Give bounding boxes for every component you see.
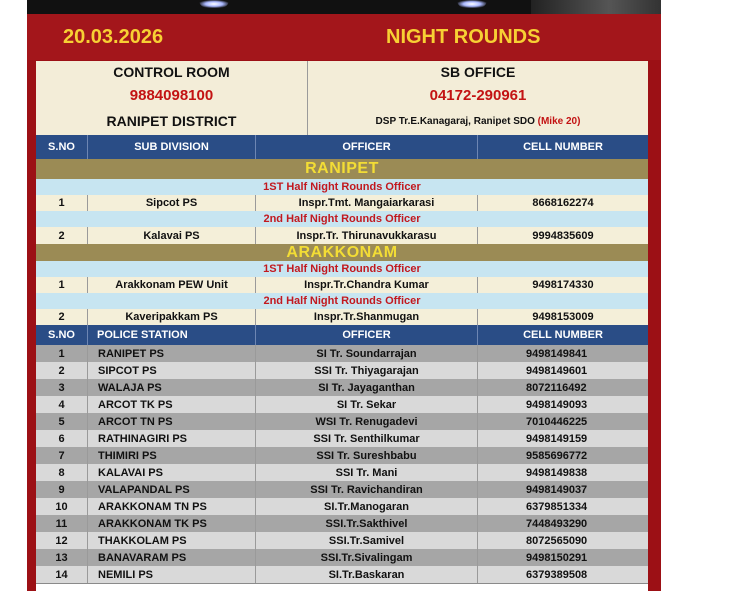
row-officer: SI.Tr.Manogaran [256,498,478,515]
row-sno: 1 [36,345,88,362]
station-row [36,498,648,516]
row-police-station: ARAKKONAM TK PS [88,515,256,532]
vehicle-shadow [531,0,661,14]
row-officer: Inspr.Tmt. Mangaiarkarasi [256,195,478,211]
half-label-text: 2nd Half Night Rounds Officer [263,213,421,225]
row-cell: 6379851334 [526,500,588,513]
row-cell: 8072565090 [526,534,588,547]
row-sub-division: Kalavai PS [88,227,256,244]
col-sno: S.NO [36,135,88,159]
dsp-name: DSP Tr.E.Kanagaraj, Ranipet SDO [375,115,535,127]
row-sno: 12 [36,532,88,549]
header-photo-strip [27,0,661,14]
row-cell: 9585696772 [526,449,588,462]
row-cell: 7010446225 [526,415,588,428]
half-label [36,293,648,309]
row-officer: SI Tr. Jayaganthan [256,379,478,396]
control-phones-row [36,83,648,108]
section-title: ARAKKONAM [286,243,398,261]
row-officer: SSI Tr. Thiyagarajan [256,362,478,379]
station-list [36,345,648,591]
report-date: 20.03.2026 [63,26,164,48]
dsp-mike: (Mike 20) [537,115,581,127]
station-row [36,379,648,397]
row-officer: SSI Tr. Senthilkumar [256,430,478,447]
row-cell: 9498150291 [526,551,588,564]
row-cell: 9498149037 [526,483,588,496]
row-police-station: RATHINAGIRI PS [88,430,256,447]
row-cell: 7448493290 [526,517,588,530]
row-officer: SI.Tr.Baskaran [256,566,478,583]
row-sno: 1 [36,277,88,293]
row-officer: SSI.Tr.Samivel [256,532,478,549]
row-police-station: BANAVARAM PS [88,549,256,566]
headlight-glow [457,0,487,8]
row-cell: 9498153009 [532,311,594,323]
row-officer: SI Tr. Sekar [256,396,478,413]
station-row [36,396,648,414]
row-police-station: THAKKOLAM PS [88,532,256,549]
row-officer: SSI Tr. Mani [256,464,478,481]
section-title: RANIPET [305,160,379,177]
row-cell: 8668162274 [532,197,594,209]
row-sno: 6 [36,430,88,447]
row-police-station: THIMIRI PS [88,447,256,464]
headlight-glow [199,0,229,8]
control-room-phone: 9884098100 [36,83,308,107]
col-officer: OFFICER [256,325,478,345]
station-row [36,515,648,533]
half-label-text: 1ST Half Night Rounds Officer [263,181,421,193]
station-row [36,345,648,363]
row-cell: 6379389508 [526,568,588,581]
row-police-station: NEMILI PS [88,566,256,583]
col-police-station: POLICE STATION [88,325,256,345]
station-row [36,532,648,550]
row-police-station: ARCOT TN PS [88,413,256,430]
officer-row [36,227,648,245]
row-officer: Inspr.Tr.Shanmugan [256,309,478,325]
duty-table [36,61,648,591]
sb-office-label: SB OFFICE [440,64,516,80]
row-police-station: WALAJA PS [88,379,256,396]
station-header-row [36,325,648,345]
row-sno: 11 [36,515,88,532]
col-cell-number: CELL NUMBER [523,329,603,341]
section-arakkonam [36,244,648,261]
col-sub-division: SUB DIVISION [88,135,256,159]
half-label [36,261,648,277]
row-sno: 14 [36,566,88,583]
station-row [36,430,648,448]
half-label [36,179,648,195]
row-cell: 9994835609 [532,229,594,242]
half-label-text: 1ST Half Night Rounds Officer [263,263,421,275]
row-officer: SSI.Tr.Sivalingam [256,549,478,566]
row-police-station: RANIPET PS [88,345,256,362]
row-sno: 2 [36,362,88,379]
row-police-station: VALAPANDAL PS [88,481,256,498]
row-officer: SSI.Tr.Sakthivel [256,515,478,532]
section-ranipet [36,159,648,179]
station-row [36,413,648,431]
row-sub-division: Kaveripakkam PS [88,309,256,325]
station-row [36,464,648,482]
night-rounds-sheet [27,0,661,591]
row-cell: 9498149838 [526,466,588,479]
dsp-info [308,107,648,135]
title-banner [27,14,661,60]
officer-row [36,195,648,212]
row-cell: 8072116492 [526,381,587,394]
row-officer: Inspr.Tr. Thirunavukkarasu [256,227,478,244]
control-labels-row [36,61,648,84]
row-cell: 9498149093 [526,398,588,411]
station-row [36,447,648,465]
row-officer: SSI Tr. Sureshbabu [256,447,478,464]
station-row [36,481,648,499]
row-cell: 9498149841 [526,347,588,360]
station-row [36,566,648,584]
row-police-station: SIPCOT PS [88,362,256,379]
sb-office-phone: 04172-290961 [429,86,527,104]
row-sub-division: Sipcot PS [88,195,256,211]
row-officer: SSI Tr. Ravichandiran [256,481,478,498]
officer-row [36,309,648,326]
row-police-station: ARCOT TK PS [88,396,256,413]
district-row [36,107,648,136]
row-cell: 9498174330 [532,279,594,291]
row-sno: 9 [36,481,88,498]
col-cell-number: CELL NUMBER [523,141,603,153]
officer-row [36,277,648,294]
col-officer: OFFICER [256,135,478,159]
row-officer: SI Tr. Soundarrajan [256,345,478,362]
row-cell: 9498149601 [526,364,588,377]
row-cell: 9498149159 [526,432,588,445]
row-officer: WSI Tr. Renugadevi [256,413,478,430]
row-sno: 4 [36,396,88,413]
district-name: RANIPET DISTRICT [36,107,308,135]
row-sno: 7 [36,447,88,464]
row-sub-division: Arakkonam PEW Unit [88,277,256,293]
row-police-station: ARAKKONAM TN PS [88,498,256,515]
row-sno: 1 [36,195,88,211]
row-sno: 13 [36,549,88,566]
row-sno: 5 [36,413,88,430]
row-officer: Inspr.Tr.Chandra Kumar [256,277,478,293]
subdivision-header-row [36,135,648,159]
control-room-label: CONTROL ROOM [36,61,308,83]
half-label-text: 2nd Half Night Rounds Officer [263,295,421,307]
row-sno: 8 [36,464,88,481]
station-row [36,362,648,380]
row-sno: 3 [36,379,88,396]
row-sno: 2 [36,227,88,244]
row-police-station: KALAVAI PS [88,464,256,481]
row-sno: 10 [36,498,88,515]
station-row [36,549,648,567]
col-sno: S.NO [36,325,88,345]
row-sno: 2 [36,309,88,325]
half-label [36,211,648,227]
report-title: NIGHT ROUNDS [386,26,541,48]
